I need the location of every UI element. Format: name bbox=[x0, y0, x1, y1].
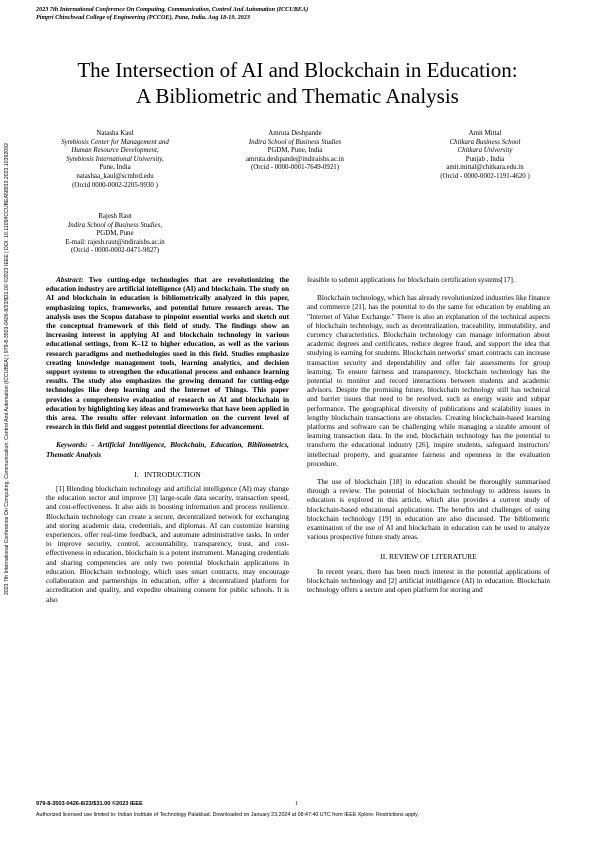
author-location: Punjab , India bbox=[465, 155, 505, 163]
author-block bbox=[35, 130, 195, 190]
author-email: E-mail: rajesh.raut@indiraisbs.ac.in bbox=[65, 238, 165, 246]
author-block bbox=[215, 130, 375, 173]
conference-line-2: Pimpri Chinchwad College of Engineering (PCCOE), Pune, India. Aug 18-19, 2023 bbox=[36, 14, 250, 21]
body-paragraph: Blockchain technology, which has already revolutionized industries like finance and commerce [21], has the potential to do the same for education by enabling an "Internet of Value Exchange." There is also an explanation of the technical aspects of blockchain technology, such as decentralization, traceability, immutability, and currency characteristics. Blockchain technology can manage information about academic degrees and certificates, reduce degree fraud, and support the idea that studying is earning for students. Blockchain networks' smart contracts can increase transaction security and dependability and offer fair assessments for group learning. To ensure fairness and transparency, blockchain technology has the potential to monitor and record interactions between students and academic advisors. Despite the promising future, blockchain technology still has technical and barrier issues that need to be resolved, such as energy waste and subpar performance. The geographical diversity of publications and scalability issues in lengthy blockchain transactions are obstacles. Creating blockchain-based learning platforms and software can be challenging while managing a sizable amount of learning transaction data. In the end, blockchain technology has the potential to transform the educational industry [26], inspire students, safeguard instructors' intellectual property, and guarantee fairness and openness in the evaluation procedure. bbox=[307, 294, 550, 468]
author-location: PGDM, Pune bbox=[96, 230, 134, 238]
conference-line-1: 2023 7th International Conference On Computing, Communication, Control And Automation (ICCUBEA) bbox=[36, 6, 309, 13]
author-orcid: (Orcid - 0000-0001-7649-0921) bbox=[250, 164, 340, 172]
paper-title bbox=[20, 57, 575, 109]
author-affiliation: Symbiosis International University, bbox=[66, 155, 164, 163]
body-paragraph: feasible to submit applications for blockchain certification systems[17]. bbox=[307, 276, 515, 284]
author-email: amruta.deshpande@indiraisbs.ac.in bbox=[246, 155, 344, 163]
page-number: 1 bbox=[295, 801, 298, 807]
author-affiliation: Chitkara University bbox=[457, 147, 513, 155]
author-email: natashaa_kaul@scmhrd.edu bbox=[76, 172, 154, 180]
title-line-2: A Bibliometric and Thematic Analysis bbox=[136, 84, 459, 108]
keywords: Keywords: - Artificial Intelligence, Blockchain, Education, Bibliometrics, Thematic Analysis bbox=[46, 441, 289, 459]
license-notice: Authorized licensed use limited to: Indian Institute of Technology Palakkad. Downloaded on January 23,2024 at 08:47:40 UTC from IEEE Xplore. Restrictions apply. bbox=[36, 812, 419, 818]
abstract bbox=[46, 276, 289, 432]
body-paragraph: [1] Blending blockchain technology and artificial intelligence (AI) may change the education sector and improve [3] large-scale data security, transaction speed, and cost-effectiveness. It also aids in boosting information and process resilience. Blockchain technology can create a secure, decentralized network for exchanging and storing academic data, credentials, and diplomas. AI can customize learning experiences, offer real-time feedback, and automate administrative tasks. In order to improve security, control, accountability, transparency, trust, and cost-effectiveness in education, blockchain is a potent instrument. Managing credentials and sharing competencies are only two potential blockchain applications in education. Blockchain technology, which uses smart contracts, may encourage collaboration and partnerships in education, offer a decentralized platform for accreditation and quality, and expedite obtaining consent for public schools. It is also bbox=[46, 485, 289, 604]
author-affiliation: Chitkara Business School bbox=[449, 138, 521, 146]
conference-header bbox=[36, 6, 308, 22]
author-location: PGDM, Pune, India bbox=[267, 147, 323, 155]
right-column bbox=[307, 276, 550, 595]
author-affiliation: Human Resource Development, bbox=[71, 147, 159, 155]
section-heading-introduction: I. INTRODUCTION bbox=[134, 469, 201, 479]
author-location: Pune, India bbox=[99, 164, 131, 172]
author-affiliation: Indira School of Business Studies bbox=[248, 138, 342, 146]
author-email: amit.mittal@chitkara.edu.in bbox=[446, 164, 524, 172]
author-block bbox=[405, 130, 565, 182]
body-paragraph: In recent years, there has been much interest in the potential applications of blockchain technology and [2] artificial intelligence (AI) in education. Blockchain technology offers a secure and open platform for storing and bbox=[307, 567, 550, 595]
author-name: Amit Mittal bbox=[468, 130, 502, 137]
author-orcid: (Orcid 0000-0002-2205-9930 ) bbox=[72, 181, 158, 189]
author-orcid: (Orcid - 0000-0002-0471-9827) bbox=[70, 247, 160, 255]
title-line-1: The Intersection of AI and Blockchain in Education: bbox=[77, 58, 518, 82]
body-paragraph: The use of blockchain [18] in education should be thoroughly summarised through a review. The potential of blockchain technology to address issues in education is explored in this article, which also provides a current study of blockchain-based educational applications. The benefits and challenges of using blockchain technology [19] in education are also discussed. The bibliometric examination of the use of AI and blockchain in education can be used to analyze various prospective future study areas. bbox=[307, 478, 550, 542]
author-name: Rajesh Raut bbox=[98, 213, 132, 220]
author-orcid: (Orcid - 0000-0002-1191-4620 ) bbox=[440, 172, 530, 180]
left-column bbox=[46, 276, 289, 605]
abstract-lead: Abstract bbox=[56, 276, 81, 284]
author-affiliation: Indira School of Business Studies, bbox=[68, 221, 162, 229]
abstract-text: : Two cutting-edge technologies that are revolutionizing the education industry are artificial intelligence (AI) and blockchain. The study on AI and blockchain in education is bibliometrically analyzed in this paper, emphasizing topics, frameworks, and potential future research areas. The analysis uses the Scopus database to pinpoint essential works and sketch out the conceptual framework of this field of study. The findings show an increasing interest in applying AI and blockchain technology in various educational settings, from K–12 to higher education, as well as the various research paradigms and methodologies used in this field. Studies emphasize creating knowledge management tools, learning analytics, and decision support systems to strengthen the educational process and enhance learning results. The study also emphasizes the growing demand for cutting-edge technologies like deep learning and the Internet of Things. This paper provides a comprehensive evaluation of research on AI and blockchain in education by highlighting key ideas and frameworks that have been applied in this area. The results offer relevant information on the current level of research in this field and suggest potential directions for advancement. bbox=[46, 276, 289, 432]
author-name: Amruta Deshpande bbox=[268, 130, 322, 137]
footer-isbn: 979-8-3503-0426-8/23/$31.00 ©2023 IEEE bbox=[36, 801, 143, 807]
author-affiliation: Symbiosis Center for Management and bbox=[61, 138, 169, 146]
section-heading-literature: II. REVIEW OF LITERATURE bbox=[380, 552, 477, 562]
author-name: Natasha Kaul bbox=[96, 130, 134, 137]
author-block bbox=[35, 213, 195, 256]
doi-sidebar: 2023 7th International Conference On Computing, Communication, Control And Automation (ICCUBEA) | 979-8-3503-0426-8/23/$31.00 ©2023 IEEE | DOI: 10.1109/ICCUBEA58933.2023.10392092 bbox=[4, 143, 10, 595]
